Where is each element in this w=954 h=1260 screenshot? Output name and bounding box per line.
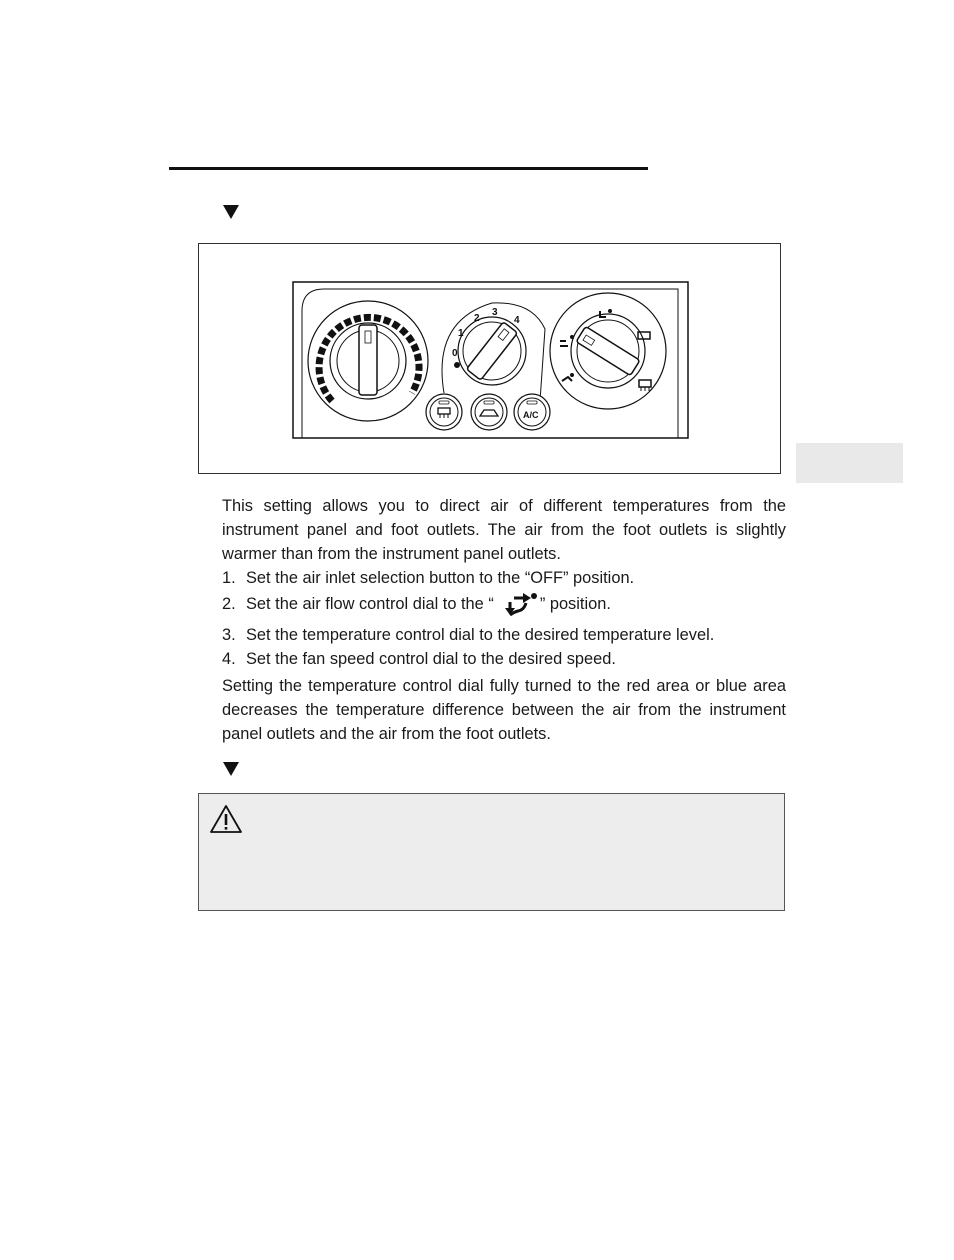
step-item: 2. Set the air flow control dial to the “ ” position. <box>222 590 786 623</box>
bi-level-airflow-icon <box>496 590 538 623</box>
air-inlet-selection-button[interactable] <box>471 394 507 430</box>
step-item: 4. Set the fan speed control dial to the desired speed. <box>222 650 616 668</box>
fan-label-0: 0 <box>452 348 458 359</box>
ac-button[interactable] <box>514 394 550 430</box>
fan-label-4: 4 <box>514 315 520 326</box>
ac-button-label: A/C <box>523 410 539 420</box>
warning-triangle-icon <box>209 804 243 839</box>
climate-control-panel-illustration <box>292 281 689 439</box>
section-heading-rule <box>169 167 648 170</box>
temperature-control-dial[interactable] <box>308 301 428 421</box>
caution-section-marker-down-triangle-icon <box>222 761 240 777</box>
instructions-block <box>222 494 786 671</box>
section-marker-down-triangle-icon <box>222 204 240 220</box>
step-item: 3. Set the temperature control dial to the desired temperature level. <box>222 626 715 644</box>
climate-control-panel-figure <box>198 243 781 474</box>
note-paragraph: Setting the temperature control dial fully turned to the red area or blue area decreases the temperature difference between the air from the instrument panel outlets and the air from the foot outlets. <box>222 677 786 743</box>
steps-list <box>222 566 786 671</box>
fan-label-2: 2 <box>474 313 480 324</box>
rear-defroster-button[interactable] <box>426 394 462 430</box>
note-block <box>222 674 786 746</box>
step-item: 1. Set the air inlet selection button to the “OFF” position. <box>222 569 635 587</box>
air-flow-control-dial[interactable] <box>550 293 666 409</box>
fan-icon <box>454 362 460 368</box>
fan-label-1: 1 <box>458 328 464 339</box>
chapter-side-tab <box>796 443 903 483</box>
intro-paragraph: This setting allows you to direct air of different temperatures from the instrument panel and foot outlets. The air from the foot outlets is slightly warmer than from the instrument panel outlets. <box>222 497 786 563</box>
fan-label-3: 3 <box>492 307 498 318</box>
caution-box <box>198 793 785 911</box>
